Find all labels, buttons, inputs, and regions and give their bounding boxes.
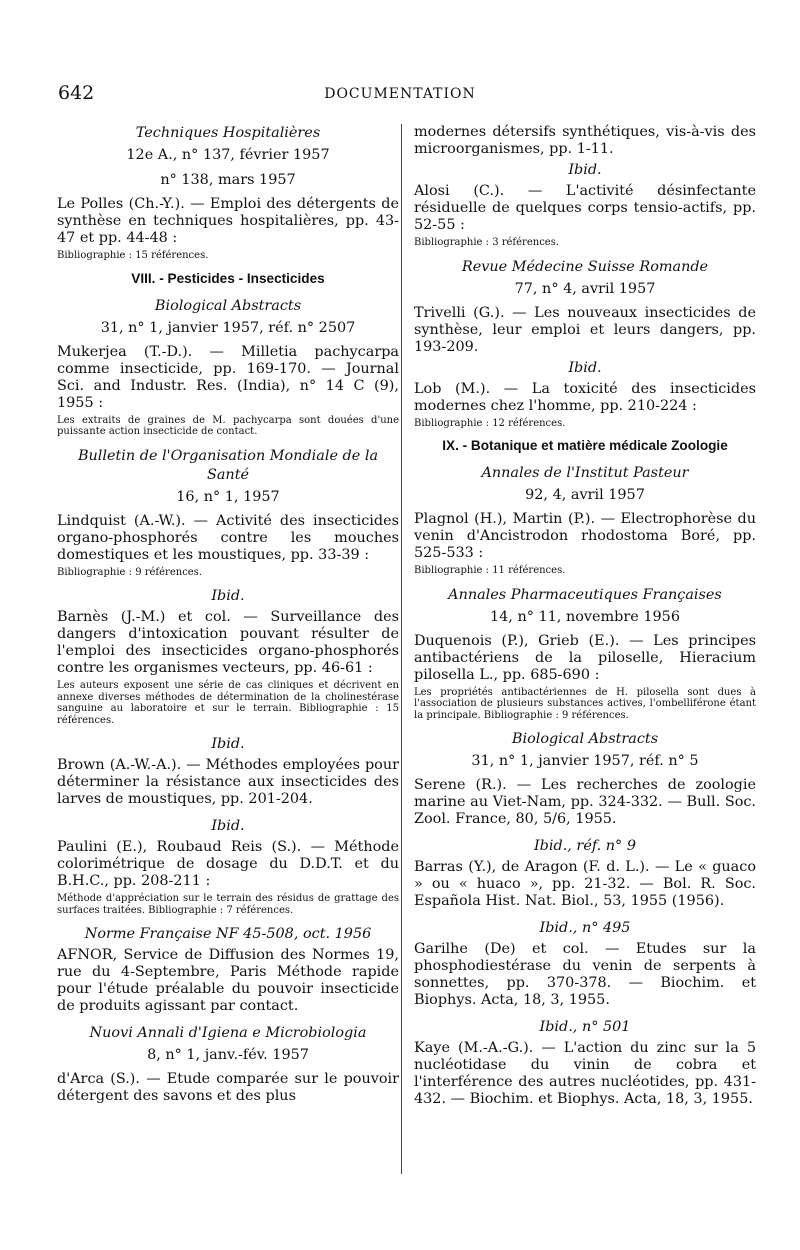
page-header xyxy=(58,82,742,106)
journal-heading: Ibid. xyxy=(211,588,245,604)
right-column xyxy=(414,124,756,1111)
volume-line: 16, n° 1, 1957 xyxy=(176,488,280,505)
entry-note: Bibliographie : 15 références. xyxy=(57,250,209,261)
bibliographic-entry: Serene (R.). — Les recherches de zoologie marine au Viet-Nam, pp. 324-332. — Bull. Soc. Zool. France, 80, 5/6, 1955. xyxy=(414,777,756,827)
bibliographic-entry: Trivelli (G.). — Les nouveaux insecticides de synthèse, leur emploi et leurs dangers, pp. 193-209. xyxy=(414,304,756,355)
entry-note: Bibliographie : 12 références. xyxy=(414,417,566,429)
volume-line: 14, n° 11, novembre 1956 xyxy=(490,608,680,625)
column-divider xyxy=(401,124,402,1174)
entry-note: Méthode d'appréciation sur le terrain des résidus de grattage des surfaces traitées. Bibliographie : 7 références. xyxy=(57,893,399,916)
bibliographic-entry: Mukerjea (T.-D.). — Milletia pachycarpa comme insecticide, pp. 169-170. — Journal Sci. and Industr. Res. (India), n° 14 C (9), 1955 : xyxy=(57,343,399,411)
journal-heading: Bulletin de l'Organisation Mondiale de la Santé xyxy=(77,447,379,483)
journal-heading: Ibid. xyxy=(211,736,245,752)
journal-heading: Biological Abstracts xyxy=(511,731,659,747)
entry-note: Bibliographie : 11 références. xyxy=(414,565,566,576)
journal-heading: Annales Pharmaceutiques Françaises xyxy=(448,586,722,603)
journal-heading: Ibid., réf. n° 9 xyxy=(534,838,636,854)
volume-line: 12e A., n° 137, février 1957 xyxy=(126,147,330,163)
volume-line: 77, n° 4, avril 1957 xyxy=(514,280,656,297)
bibliographic-entry: Garilhe (De) et col. — Etudes sur la phosphodiestérase du venin de serpents à sonnettes, pp. 370-378. — Biochim. et Biophys. Acta, 18, 3, 1955. xyxy=(414,941,756,1008)
volume-line: 92, 4, avril 1957 xyxy=(525,487,645,503)
journal-heading: Nuovi Annali d'Igiena e Microbiologia xyxy=(89,1025,367,1041)
bibliographic-entry: modernes détersifs synthétiques, vis-à-vis des microorganismes, pp. 1-11. xyxy=(414,124,756,157)
running-title: DOCUMENTATION xyxy=(324,86,476,102)
bibliographic-entry: Lob (M.). — La toxicité des insecticides modernes chez l'homme, pp. 210-224 : xyxy=(414,380,756,414)
bibliographic-entry: Plagnol (H.), Martin (P.). — Electrophorèse du venin d'Ancistrodon rhodostoma Boré, pp. 525-533 : xyxy=(414,511,756,561)
bibliographic-entry: Alosi (C.). — L'activité désinfectante résiduelle de quelques corps tensio-actifs, pp. 52-55 : xyxy=(414,183,756,233)
volume-line: 31, n° 1, janvier 1957, réf. n° 2507 xyxy=(100,319,356,336)
journal-heading: Ibid. xyxy=(211,818,245,834)
bibliographic-entry: Barnès (J.-M.) et col. — Surveillance des dangers d'intoxication pouvant résulter de l'emploi des insecticides organo-phosphorés contre les organismes vecteurs, pp. 46-61 : xyxy=(57,609,399,676)
entry-note: Les extraits de graines de M. pachycarpa sont douées d'une puissante action insecticide de contact. xyxy=(57,414,399,437)
bibliographic-entry: Brown (A.-W.-A.). — Méthodes employées pour déterminer la résistance aux insecticides des larves de moustiques, pp. 201-204. xyxy=(57,757,399,807)
entry-note: Bibliographie : 9 références. xyxy=(57,566,203,578)
bibliographic-entry: Duquenois (P.), Grieb (E.). — Les principes antibactériens de la piloselle, Hieracium pilosella L., pp. 685-690 : xyxy=(414,632,756,683)
journal-heading: Norme Française NF 45-508, oct. 1956 xyxy=(84,926,372,942)
journal-heading: Ibid., n° 495 xyxy=(539,920,631,936)
left-column xyxy=(57,124,399,1108)
volume-line: n° 138, mars 1957 xyxy=(160,172,296,188)
journal-heading: Ibid. xyxy=(568,162,602,178)
entry-note: Bibliographie : 3 références. xyxy=(414,237,560,248)
bibliographic-entry: Barras (Y.), de Aragon (F. d. L.). — Le « guaco » ou « huaco », pp. 21-32. — Bol. R. Soc. Española Hist. Nat. Biol., 53, 1955 (1956). xyxy=(414,859,756,909)
bibliographic-entry: Kaye (M.-A.-G.). — L'action du zinc sur la 5 nucléotidase du vinin de cobra et l'interférence des autres nucléotides, pp. 431-432. — Biochim. et Biophys. Acta, 18, 3, 1955. xyxy=(414,1040,756,1107)
section-heading: IX. - Botanique et matière médicale Zoologie xyxy=(442,438,728,453)
bibliographic-entry: AFNOR, Service de Diffusion des Normes 19, rue du 4-Septembre, Paris Méthode rapide pour l'étude préalable du pouvoir insecticide de produits agissant par contact. xyxy=(57,947,399,1014)
entry-note: Les auteurs exposent une série de cas cliniques et décrivent en annexe diverses méthodes de détermination de la cholinestérase sanguine au laboratoire et sur le terrain. Bibliographie : 15 références. xyxy=(57,680,399,726)
bibliographic-entry: Lindquist (A.-W.). — Activité des insecticides organo-phosphorés contre les mouches domestiques et les moustiques, pp. 33-39 : xyxy=(57,512,399,563)
bibliographic-entry: Paulini (E.), Roubaud Reis (S.). — Méthode colorimétrique de dosage du D.D.T. et du B.H.C., pp. 208-211 : xyxy=(57,839,399,889)
journal-heading: Revue Médecine Suisse Romande xyxy=(461,258,709,275)
journal-heading: Ibid., n° 501 xyxy=(539,1019,631,1035)
journal-heading: Biological Abstracts xyxy=(154,297,302,314)
journal-heading: Techniques Hospitalières xyxy=(135,125,321,141)
volume-line: 8, n° 1, janv.-fév. 1957 xyxy=(147,1047,309,1063)
volume-line: 31, n° 1, janvier 1957, réf. n° 5 xyxy=(471,753,699,769)
section-heading: VIII. - Pesticides - Insecticides xyxy=(131,270,325,286)
bibliographic-entry: d'Arca (S.). — Etude comparée sur le pouvoir détergent des savons et des plus xyxy=(57,1071,399,1104)
journal-heading: Annales de l'Institut Pasteur xyxy=(481,465,689,481)
bibliographic-entry: Le Polles (Ch.-Y.). — Emploi des détergents de synthèse en techniques hospitalières, pp. 43-47 et pp. 44-48 : xyxy=(57,196,399,246)
journal-heading: Ibid. xyxy=(568,359,602,376)
entry-note: Les propriétés antibactériennes de H. pilosella sont dues à l'association de plusieurs substances actives, l'ombelliférone étant la principale. Bibliographie : 9 références. xyxy=(414,686,756,721)
page-number: 642 xyxy=(58,82,95,104)
